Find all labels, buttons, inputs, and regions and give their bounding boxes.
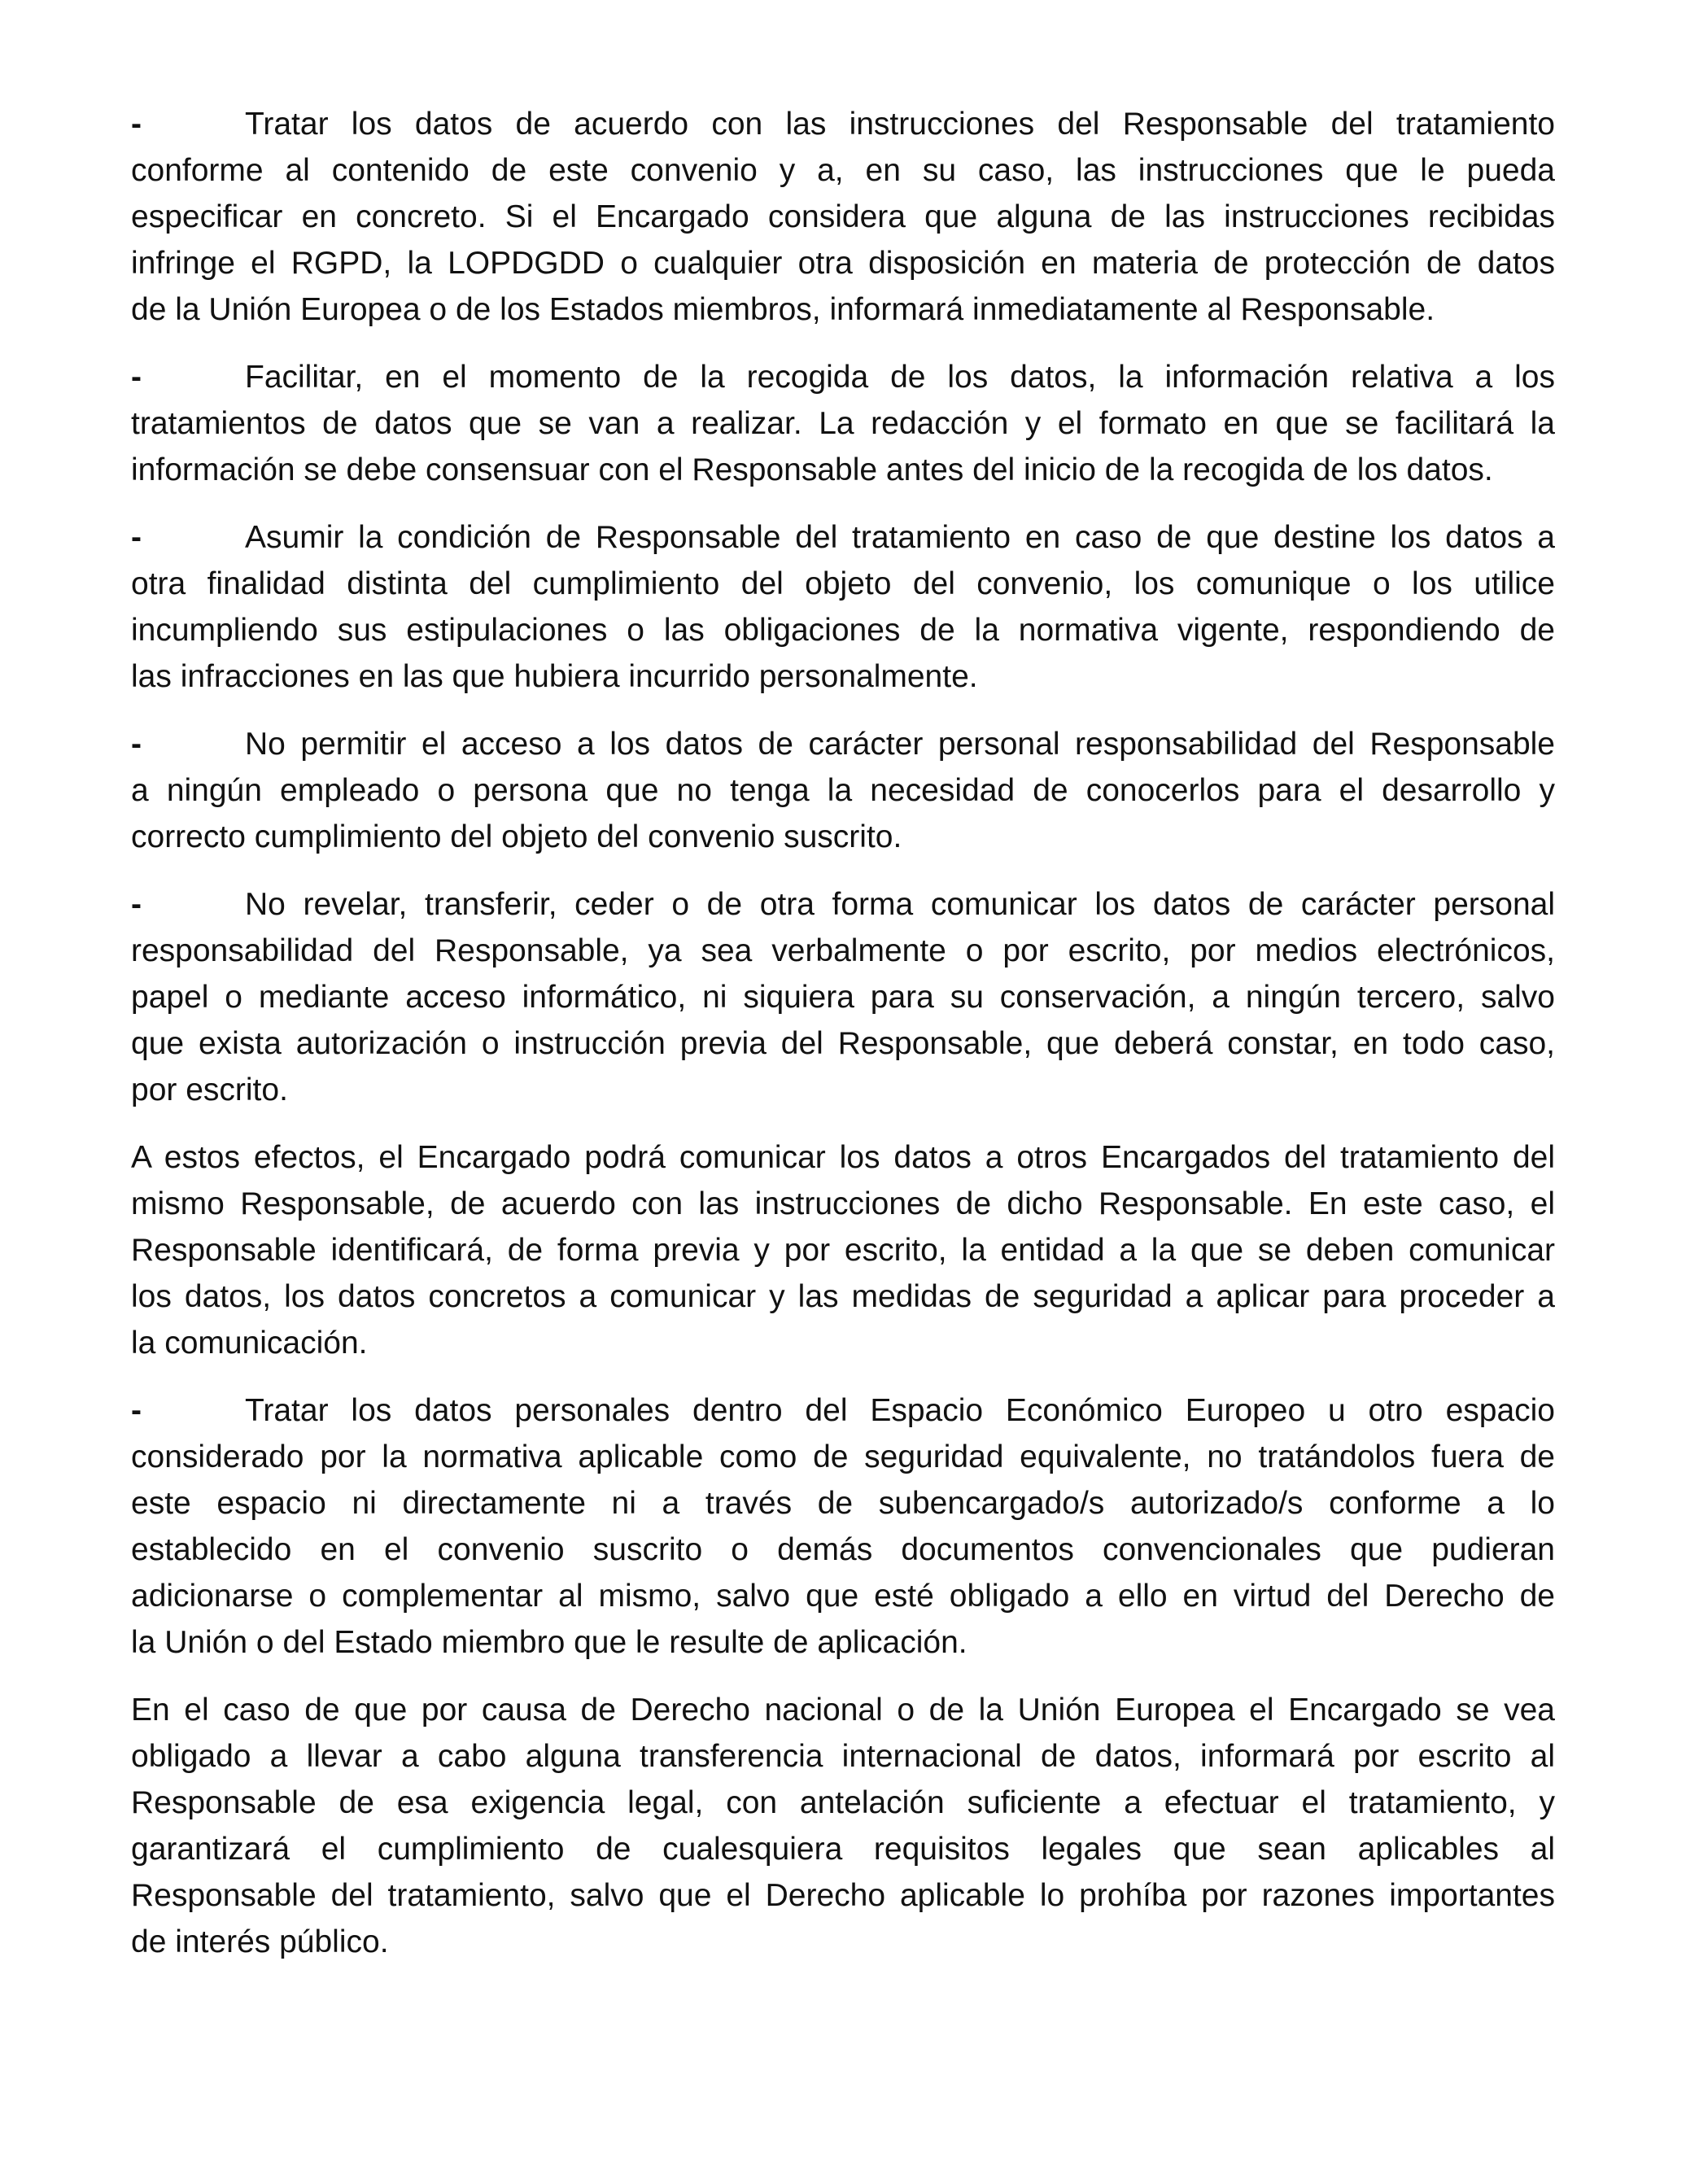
text-line [131, 1387, 1555, 1434]
text-line [131, 354, 1555, 400]
text-line: A estos efectos, el Encargado podrá comunicar los datos a otros Encargados del tratamiento del [131, 1140, 1555, 1175]
text-line: En el caso de que por causa de Derecho nacional o de la Unión Europea el Encargado se vea [131, 1693, 1555, 1728]
line-text: No revelar, transferir, ceder o de otra forma comunicar los datos de carácter personal [245, 887, 1555, 922]
text-line [131, 721, 1555, 767]
text-line: garantizará el cumplimiento de cualesquiera requisitos legales que sean aplicables al [131, 1832, 1555, 1867]
text-line: las infracciones en las que hubiera incurrido personalmente. [131, 659, 978, 694]
text-line: Responsable identificará, de forma previa y por escrito, la entidad a la que se deben comunicar [131, 1233, 1555, 1268]
text-line: otra finalidad distinta del cumplimiento del objeto del convenio, los comunique o los utilice [131, 566, 1555, 601]
line-text: Tratar los datos de acuerdo con las instrucciones del Responsable del tratamiento [245, 107, 1555, 142]
bullet-paragraph [131, 514, 1555, 700]
text-line: responsabilidad del Responsable, ya sea verbalmente o por escrito, por medios electrónicos, [131, 933, 1555, 968]
text-line: de la Unión Europea o de los Estados miembros, informará inmediatamente al Responsable. [131, 292, 1435, 327]
bullet-dash: - [131, 1393, 142, 1428]
text-line: tratamientos de datos que se van a realizar. La redacción y el formato en que se facilitará la [131, 406, 1555, 441]
paragraph [131, 1687, 1555, 1965]
line-text: No permitir el acceso a los datos de carácter personal responsabilidad del Responsable [245, 727, 1555, 762]
text-line: adicionarse o complementar al mismo, salvo que esté obligado a ello en virtud del Derecho de [131, 1579, 1555, 1614]
bullet-dash: - [131, 107, 142, 142]
text-line: de interés público. [131, 1924, 389, 1959]
text-line: papel o mediante acceso informático, ni siquiera para su conservación, a ningún tercero, salvo [131, 980, 1555, 1015]
bullet-dash: - [131, 727, 142, 762]
text-line [131, 881, 1555, 928]
text-line: información se debe consensuar con el Responsable antes del inicio de la recogida de los datos. [131, 452, 1493, 487]
text-line [131, 101, 1555, 147]
bullet-paragraph [131, 1387, 1555, 1666]
text-line: a ningún empleado o persona que no tenga la necesidad de conocerlos para el desarrollo y [131, 773, 1555, 808]
text-line: obligado a llevar a cabo alguna transferencia internacional de datos, informará por escrito al [131, 1739, 1555, 1774]
text-line: mismo Responsable, de acuerdo con las instrucciones de dicho Responsable. En este caso, el [131, 1186, 1555, 1221]
bullet-paragraph [131, 721, 1555, 860]
paragraph [131, 1134, 1555, 1366]
text-line: incumpliendo sus estipulaciones o las obligaciones de la normativa vigente, respondiendo de [131, 613, 1555, 648]
document-body [131, 101, 1555, 1986]
bullet-dash: - [131, 360, 142, 395]
bullet-paragraph [131, 101, 1555, 333]
text-line: correcto cumplimiento del objeto del convenio suscrito. [131, 819, 902, 854]
text-line: establecido en el convenio suscrito o demás documentos convencionales que pudieran [131, 1532, 1555, 1567]
text-line: los datos, los datos concretos a comunicar y las medidas de seguridad a aplicar para proceder a [131, 1279, 1555, 1314]
text-line: por escrito. [131, 1072, 288, 1107]
bullet-dash: - [131, 887, 142, 922]
text-line: la comunicación. [131, 1326, 368, 1361]
line-text: Facilitar, en el momento de la recogida de los datos, la información relativa a los [245, 360, 1555, 395]
text-line: la Unión o del Estado miembro que le resulte de aplicación. [131, 1625, 967, 1660]
text-line: conforme al contenido de este convenio y a, en su caso, las instrucciones que le pueda [131, 153, 1555, 188]
line-text: Asumir la condición de Responsable del tratamiento en caso de que destine los datos a [245, 520, 1555, 555]
text-line: que exista autorización o instrucción previa del Responsable, que deberá constar, en todo caso, [131, 1026, 1555, 1061]
bullet-paragraph [131, 881, 1555, 1113]
text-line: infringe el RGPD, la LOPDGDD o cualquier otra disposición en materia de protección de datos [131, 246, 1555, 281]
bullet-paragraph [131, 354, 1555, 493]
text-line: considerado por la normativa aplicable como de seguridad equivalente, no tratándolos fuera de [131, 1439, 1555, 1474]
text-line: Responsable del tratamiento, salvo que el Derecho aplicable lo prohíba por razones importantes [131, 1878, 1555, 1913]
text-line: especificar en concreto. Si el Encargado considera que alguna de las instrucciones recibidas [131, 199, 1555, 234]
text-line [131, 514, 1555, 561]
bullet-dash: - [131, 520, 142, 555]
text-line: Responsable de esa exigencia legal, con antelación suficiente a efectuar el tratamiento, y [131, 1785, 1555, 1820]
text-line: este espacio ni directamente ni a través de subencargado/s autorizado/s conforme a lo [131, 1486, 1555, 1521]
line-text: Tratar los datos personales dentro del Espacio Económico Europeo u otro espacio [245, 1393, 1555, 1428]
